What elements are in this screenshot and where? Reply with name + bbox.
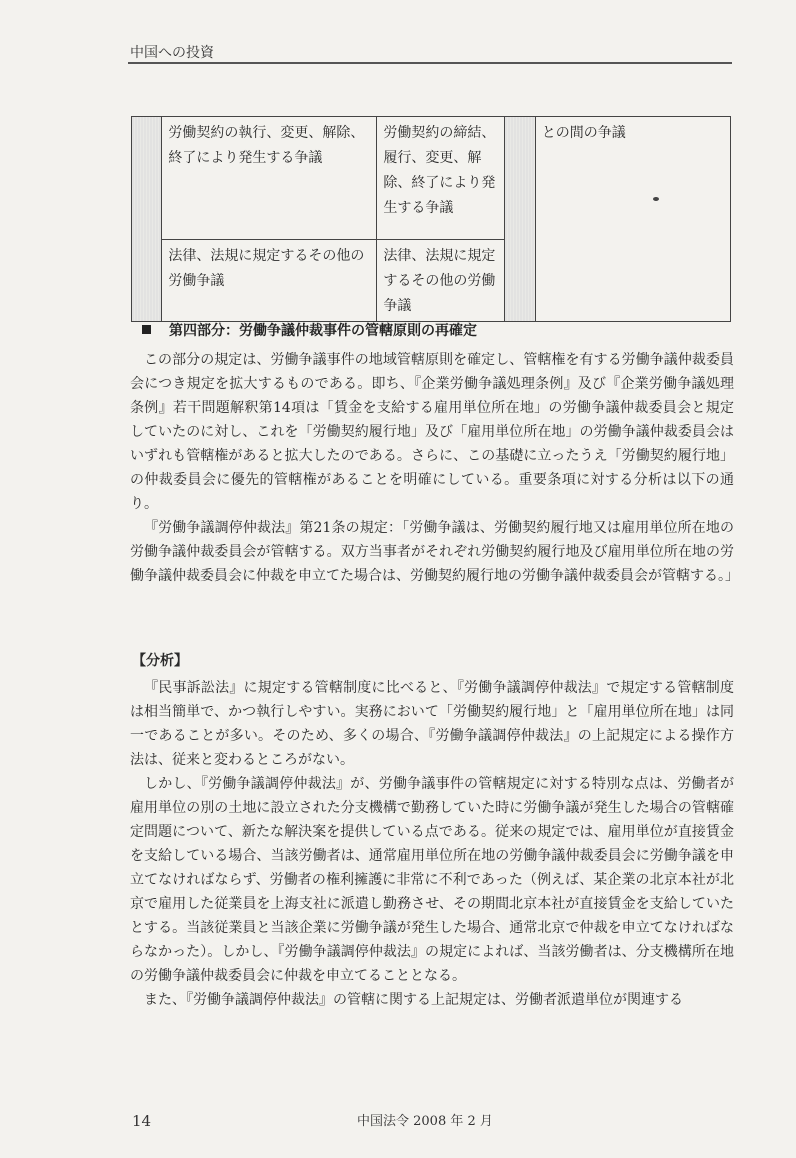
header-rule: [128, 62, 732, 64]
analysis-heading: 【分析】: [132, 653, 188, 669]
table-shaded-column-right: [505, 117, 535, 322]
paragraph: また、『労働争議調停仲裁法』の管轄に関する上記規定は、労働者派遣単位が関連する: [144, 992, 683, 1008]
table-cell-merged: との間の争議: [535, 117, 730, 322]
table-cell: 法律、法規に規定するその他の労働争議: [162, 240, 377, 322]
dispute-table: [131, 116, 731, 322]
section-heading-text: 第四部分：労働争議仲裁事件の管轄原則の再確定: [169, 323, 477, 339]
footer-journal: 中国法令 2008 年 2 月: [357, 1114, 493, 1129]
running-header-title: 中国への投資: [130, 45, 214, 61]
analysis-body: [130, 676, 734, 1012]
paragraph: 『民事訴訟法』に規定する管轄制度に比べると、『労働争議調停仲裁法』で規定する管轄制度は相当簡単で、かつ執行しやすい。実務において「労働契約履行地」と「雇用単位所在地」は同一であることが多い。そのため、多くの場合、『労働争議調停仲裁法』の上記規定による操作方法は、従来と変わるところがない。: [130, 680, 734, 768]
table-cell: 労働契約の締結、履行、変更、解除、終了により発生する争議: [377, 117, 505, 240]
ink-blot: [653, 197, 659, 201]
section-heading: [142, 320, 477, 340]
table-cell: 法律、法規に規定するその他の労働争議: [377, 240, 505, 322]
table-row: [132, 117, 731, 240]
paragraph: 『労働争議調停仲裁法』第21条の規定：「労働争議は、労働契約履行地又は雇用単位所在地の労働争議仲裁委員会が管轄する。双方当事者がそれぞれ労働契約履行地及び雇用単位所在地の労働争議仲裁委員会に仲裁を申立てた場合は、労働契約履行地の労働争議仲裁委員会が管轄する。」: [130, 520, 739, 584]
table-shaded-column-left: [132, 117, 162, 322]
section-body: [130, 348, 739, 588]
bullet-square-icon: [142, 325, 151, 334]
paragraph: しかし、『労働争議調停仲裁法』が、労働争議事件の管轄規定に対する特別な点は、労働者が雇用単位の別の土地に設立された分支機構で勤務していた時に労働争議が発生した場合の管轄確定問題について、新たな解決案を提供している点である。従来の規定では、雇用単位が直接賃金を支給している場合、当該労働者は、通常雇用単位所在地の労働争議仲裁委員会に労働争議を申立てなければならず、労働者の権利擁護に非常に不利であった（例えば、某企業の北京本社が北京で雇用した従業員を上海支社に派遣し勤務させ、その期間北京本社が直接賃金を支給していたとする。当該従業員と当該企業に労働争議が発生した場合、通常北京で仲裁を申立てなければならなかった）。しかし、『労働争議調停仲裁法』の規定によれば、当該労働者は、分支機構所在地の労働争議仲裁委員会に仲裁を申立てることとなる。: [130, 776, 734, 984]
page-number: 14: [132, 1112, 152, 1130]
table-cell: 労働契約の執行、変更、解除、終了により発生する争議: [162, 117, 377, 240]
paragraph: この部分の規定は、労働争議事件の地域管轄原則を確定し、管轄権を有する労働争議仲裁委員会につき規定を拡大するものである。即ち、『企業労働争議処理条例』及び『企業労働争議処理条例』若干問題解釈第14項は「賃金を支給する雇用単位所在地」の労働争議仲裁委員会と規定していたのに対し、これを「労働契約履行地」及び「雇用単位所在地」の労働争議仲裁委員会はいずれも管轄権があると拡大したのである。さらに、この基礎に立ったうえ「労働契約履行地」の仲裁委員会に優先的管轄権があることを明確にしている。重要条項に対する分析は以下の通り。: [130, 352, 734, 512]
